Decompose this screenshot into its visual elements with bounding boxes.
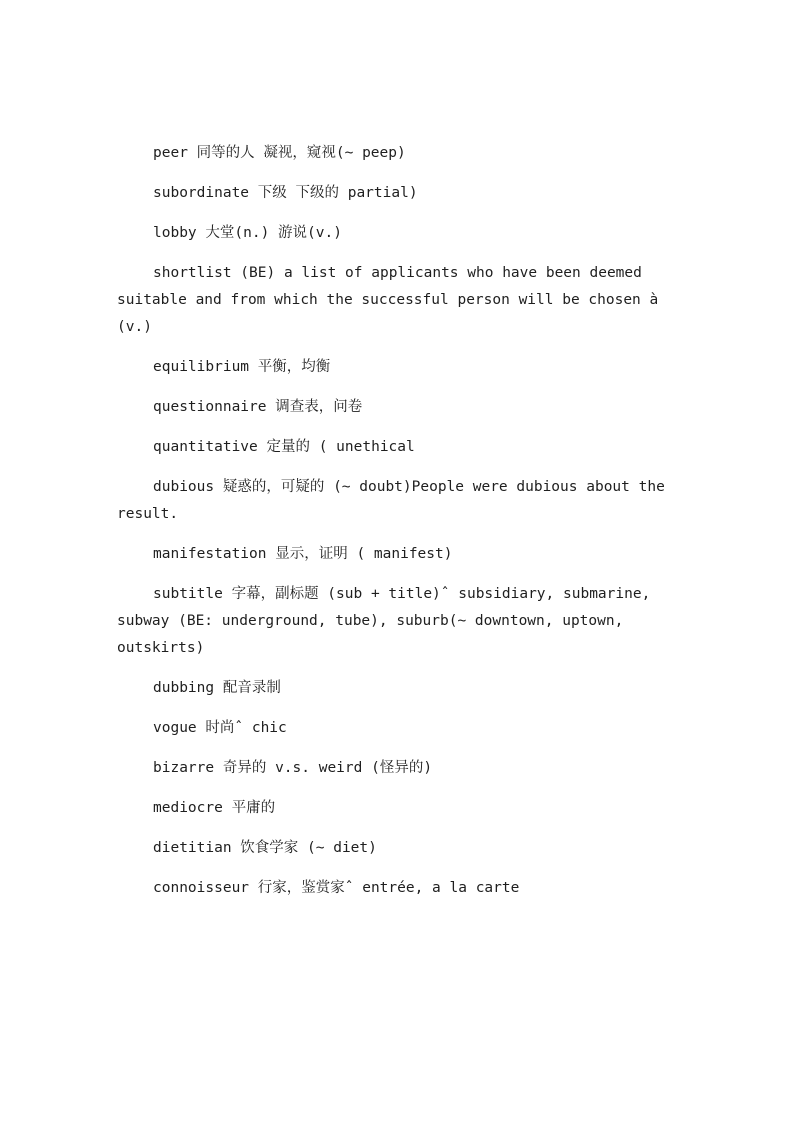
vocab-entry-shortlist: shortlist (BE) a list of applicants who have been deemed suitable and from which the successful person will be chosen à (v.) (117, 265, 659, 335)
vocab-entry-lobby: lobby 大堂(n.) 游说(v.) (153, 225, 342, 241)
vocab-entry-dietitian: dietitian 饮食学家 (~ diet) (153, 840, 377, 856)
vocab-entry-equilibrium: equilibrium 平衡，均衡 (153, 359, 331, 375)
vocab-entry-questionnaire: questionnaire 调查表，问卷 (153, 399, 363, 415)
vocab-entry-bizarre: bizarre 奇异的 v.s. weird (怪异的) (153, 760, 433, 776)
vocab-entry-manifestation: manifestation 显示，证明 ( manifest) (153, 546, 453, 562)
vocab-entry-subordinate: subordinate 下级 下级的 partial) (153, 185, 418, 201)
vocab-entry-subtitle: subtitle 字幕，副标题 (sub + title)ˆ subsidiary, submarine, subway (BE: underground, tube), suburb(~ downtown, uptown, outskirts) (117, 586, 651, 656)
vocab-entry-peer: peer 同等的人 凝视，窥视(~ peep) (153, 145, 406, 161)
vocab-entry-dubious: dubious 疑惑的，可疑的 (~ doubt)People were dubious about the result. (117, 479, 665, 522)
vocab-entry-quantitative: quantitative 定量的 ( unethical (153, 439, 415, 455)
vocab-entry-dubbing: dubbing 配音录制 (153, 680, 281, 696)
vocab-entry-connoisseur: connoisseur 行家，鉴赏家ˆ entrée, a la carte (153, 880, 520, 896)
vocab-entry-vogue: vogue 时尚ˆ chic (153, 720, 287, 736)
vocabulary-list (117, 140, 687, 915)
vocab-entry-mediocre: mediocre 平庸的 (153, 800, 276, 816)
